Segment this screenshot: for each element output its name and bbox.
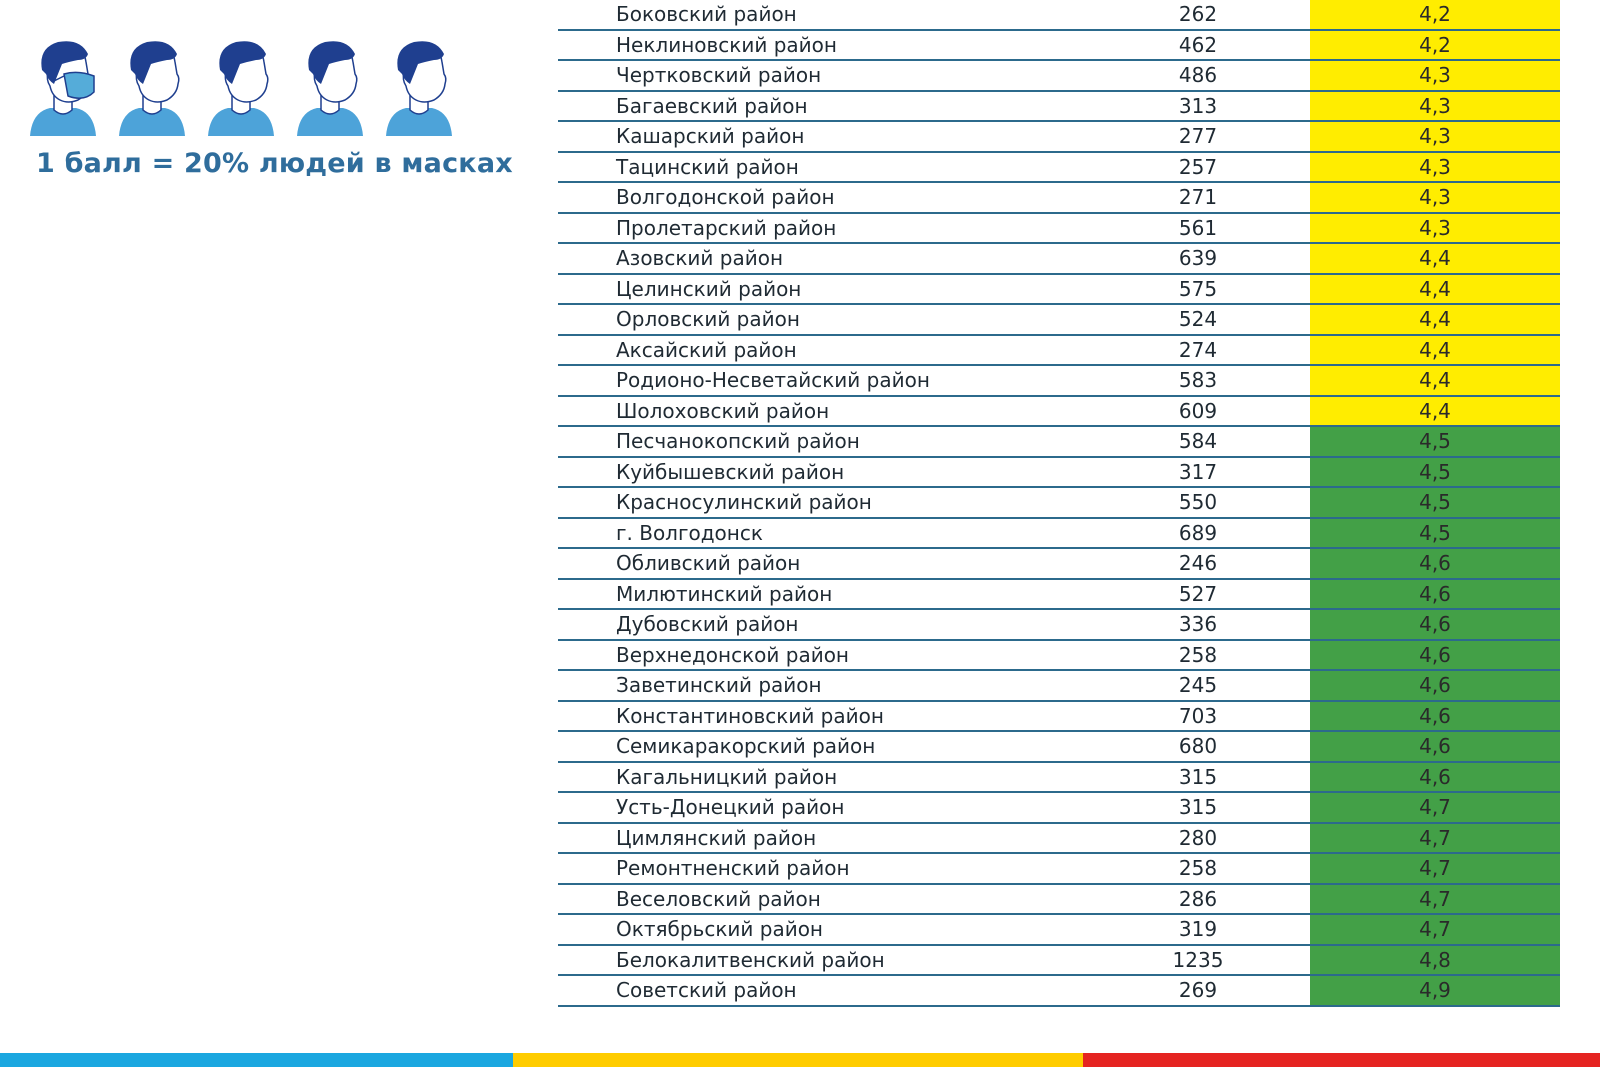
table-row bbox=[558, 702, 1560, 733]
table-row bbox=[558, 153, 1560, 184]
district-name: Кашарский район bbox=[616, 124, 805, 149]
respondent-count: 561 bbox=[1178, 215, 1218, 240]
table-row bbox=[558, 458, 1560, 489]
district-name: г. Волгодонск bbox=[616, 520, 763, 545]
district-name: Цимлянский район bbox=[616, 825, 817, 850]
score-cell: 4,6 bbox=[1310, 763, 1560, 792]
score-cell: 4,5 bbox=[1310, 519, 1560, 548]
table-row bbox=[558, 641, 1560, 672]
score-cell: 4,7 bbox=[1310, 793, 1560, 822]
table-row bbox=[558, 92, 1560, 123]
respondent-count: 680 bbox=[1178, 734, 1218, 759]
respondent-count: 639 bbox=[1178, 246, 1218, 271]
district-name: Чертковский район bbox=[616, 63, 822, 88]
district-name: Заветинский район bbox=[616, 673, 822, 698]
score-cell: 4,4 bbox=[1310, 305, 1560, 334]
respondent-count: 583 bbox=[1178, 368, 1218, 393]
person-icon bbox=[206, 40, 276, 136]
table-row bbox=[558, 427, 1560, 458]
score-cell: 4,3 bbox=[1310, 214, 1560, 243]
respondent-count: 246 bbox=[1178, 551, 1218, 576]
table-row bbox=[558, 244, 1560, 275]
score-cell: 4,3 bbox=[1310, 92, 1560, 121]
district-name: Советский район bbox=[616, 978, 797, 1003]
district-name: Аксайский район bbox=[616, 337, 797, 362]
person-icon bbox=[117, 40, 187, 136]
score-cell: 4,6 bbox=[1310, 702, 1560, 731]
respondent-count: 313 bbox=[1178, 93, 1218, 118]
respondent-count: 584 bbox=[1178, 429, 1218, 454]
respondent-count: 257 bbox=[1178, 154, 1218, 179]
table-row bbox=[558, 915, 1560, 946]
rating-table bbox=[558, 0, 1560, 1007]
district-name: Милютинский район bbox=[616, 581, 833, 606]
respondent-count: 689 bbox=[1178, 520, 1218, 545]
score-cell: 4,6 bbox=[1310, 580, 1560, 609]
respondent-count: 550 bbox=[1178, 490, 1218, 515]
score-cell: 4,5 bbox=[1310, 458, 1560, 487]
district-name: Тацинский район bbox=[616, 154, 799, 179]
score-cell: 4,3 bbox=[1310, 122, 1560, 151]
respondent-count: 286 bbox=[1178, 886, 1218, 911]
respondent-count: 575 bbox=[1178, 276, 1218, 301]
footer-stripe-segment bbox=[0, 1053, 513, 1067]
score-cell: 4,8 bbox=[1310, 946, 1560, 975]
respondent-count: 527 bbox=[1178, 581, 1218, 606]
score-cell: 4,4 bbox=[1310, 336, 1560, 365]
score-cell: 4,6 bbox=[1310, 732, 1560, 761]
district-name: Родионо-Несветайский район bbox=[616, 368, 930, 393]
respondent-count: 245 bbox=[1178, 673, 1218, 698]
district-name: Песчанокопский район bbox=[616, 429, 860, 454]
respondent-count: 262 bbox=[1178, 2, 1218, 27]
table-row bbox=[558, 336, 1560, 367]
table-row bbox=[558, 732, 1560, 763]
district-name: Целинский район bbox=[616, 276, 802, 301]
table-row bbox=[558, 671, 1560, 702]
district-name: Волгодонской район bbox=[616, 185, 835, 210]
respondent-count: 703 bbox=[1178, 703, 1218, 728]
table-row bbox=[558, 519, 1560, 550]
district-name: Усть-Донецкий район bbox=[616, 795, 845, 820]
table-row bbox=[558, 610, 1560, 641]
score-cell: 4,9 bbox=[1310, 976, 1560, 1005]
score-cell: 4,2 bbox=[1310, 31, 1560, 60]
score-cell: 4,5 bbox=[1310, 427, 1560, 456]
score-cell: 4,4 bbox=[1310, 366, 1560, 395]
respondent-count: 280 bbox=[1178, 825, 1218, 850]
score-cell: 4,6 bbox=[1310, 610, 1560, 639]
table-row bbox=[558, 122, 1560, 153]
district-name: Шолоховский район bbox=[616, 398, 830, 423]
respondent-count: 524 bbox=[1178, 307, 1218, 332]
respondent-count: 315 bbox=[1178, 764, 1218, 789]
table-row bbox=[558, 214, 1560, 245]
district-name: Багаевский район bbox=[616, 93, 808, 118]
score-cell: 4,4 bbox=[1310, 397, 1560, 426]
table-row bbox=[558, 488, 1560, 519]
table-row bbox=[558, 305, 1560, 336]
table-row bbox=[558, 885, 1560, 916]
district-name: Неклиновский район bbox=[616, 32, 837, 57]
footer-stripe bbox=[0, 1053, 1600, 1067]
score-cell: 4,4 bbox=[1310, 244, 1560, 273]
score-cell: 4,7 bbox=[1310, 824, 1560, 853]
district-name: Азовский район bbox=[616, 246, 784, 271]
respondent-count: 274 bbox=[1178, 337, 1218, 362]
respondent-count: 258 bbox=[1178, 642, 1218, 667]
score-cell: 4,2 bbox=[1310, 0, 1560, 29]
score-cell: 4,5 bbox=[1310, 488, 1560, 517]
person-icon bbox=[295, 40, 365, 136]
score-cell: 4,6 bbox=[1310, 671, 1560, 700]
score-cell: 4,3 bbox=[1310, 61, 1560, 90]
score-cell: 4,6 bbox=[1310, 549, 1560, 578]
person-icon bbox=[384, 40, 454, 136]
respondent-count: 319 bbox=[1178, 917, 1218, 942]
table-row bbox=[558, 854, 1560, 885]
legend-heads bbox=[28, 40, 488, 136]
score-cell: 4,7 bbox=[1310, 854, 1560, 883]
respondent-count: 486 bbox=[1178, 63, 1218, 88]
table-row bbox=[558, 183, 1560, 214]
score-cell: 4,7 bbox=[1310, 885, 1560, 914]
respondent-count: 336 bbox=[1178, 612, 1218, 637]
table-row bbox=[558, 397, 1560, 428]
table-row bbox=[558, 0, 1560, 31]
masked-person-icon bbox=[28, 40, 98, 136]
district-name: Веселовский район bbox=[616, 886, 821, 911]
respondent-count: 271 bbox=[1178, 185, 1218, 210]
district-name: Куйбышевский район bbox=[616, 459, 845, 484]
table-row bbox=[558, 763, 1560, 794]
footer-stripe-segment bbox=[1083, 1053, 1600, 1067]
district-name: Верхнедонской район bbox=[616, 642, 850, 667]
district-name: Пролетарский район bbox=[616, 215, 837, 240]
respondent-count: 462 bbox=[1178, 32, 1218, 57]
score-cell: 4,6 bbox=[1310, 641, 1560, 670]
table-row bbox=[558, 275, 1560, 306]
footer-stripe-segment bbox=[513, 1053, 1083, 1067]
respondent-count: 269 bbox=[1178, 978, 1218, 1003]
score-cell: 4,3 bbox=[1310, 153, 1560, 182]
district-name: Кагальницкий район bbox=[616, 764, 838, 789]
score-cell: 4,3 bbox=[1310, 183, 1560, 212]
respondent-count: 315 bbox=[1178, 795, 1218, 820]
district-name: Ремонтненский район bbox=[616, 856, 850, 881]
table-row bbox=[558, 946, 1560, 977]
table-row bbox=[558, 824, 1560, 855]
table-row bbox=[558, 793, 1560, 824]
score-cell: 4,4 bbox=[1310, 275, 1560, 304]
district-name: Дубовский район bbox=[616, 612, 799, 637]
district-name: Константиновский район bbox=[616, 703, 884, 728]
district-name: Семикаракорский район bbox=[616, 734, 876, 759]
legend-text: 1 балл = 20% людей в масках bbox=[36, 148, 513, 179]
respondent-count: 1235 bbox=[1172, 947, 1224, 972]
table-row bbox=[558, 31, 1560, 62]
district-name: Орловский район bbox=[616, 307, 800, 332]
table-row bbox=[558, 366, 1560, 397]
respondent-count: 277 bbox=[1178, 124, 1218, 149]
district-name: Красносулинский район bbox=[616, 490, 872, 515]
table-row bbox=[558, 549, 1560, 580]
legend bbox=[28, 40, 513, 179]
district-name: Белокалитвенский район bbox=[616, 947, 885, 972]
respondent-count: 258 bbox=[1178, 856, 1218, 881]
table-row bbox=[558, 976, 1560, 1007]
respondent-count: 609 bbox=[1178, 398, 1218, 423]
respondent-count: 317 bbox=[1178, 459, 1218, 484]
score-cell: 4,7 bbox=[1310, 915, 1560, 944]
district-name: Боковский район bbox=[616, 2, 797, 27]
district-name: Октябрьский район bbox=[616, 917, 824, 942]
district-name: Обливский район bbox=[616, 551, 801, 576]
table-row bbox=[558, 580, 1560, 611]
table-row bbox=[558, 61, 1560, 92]
